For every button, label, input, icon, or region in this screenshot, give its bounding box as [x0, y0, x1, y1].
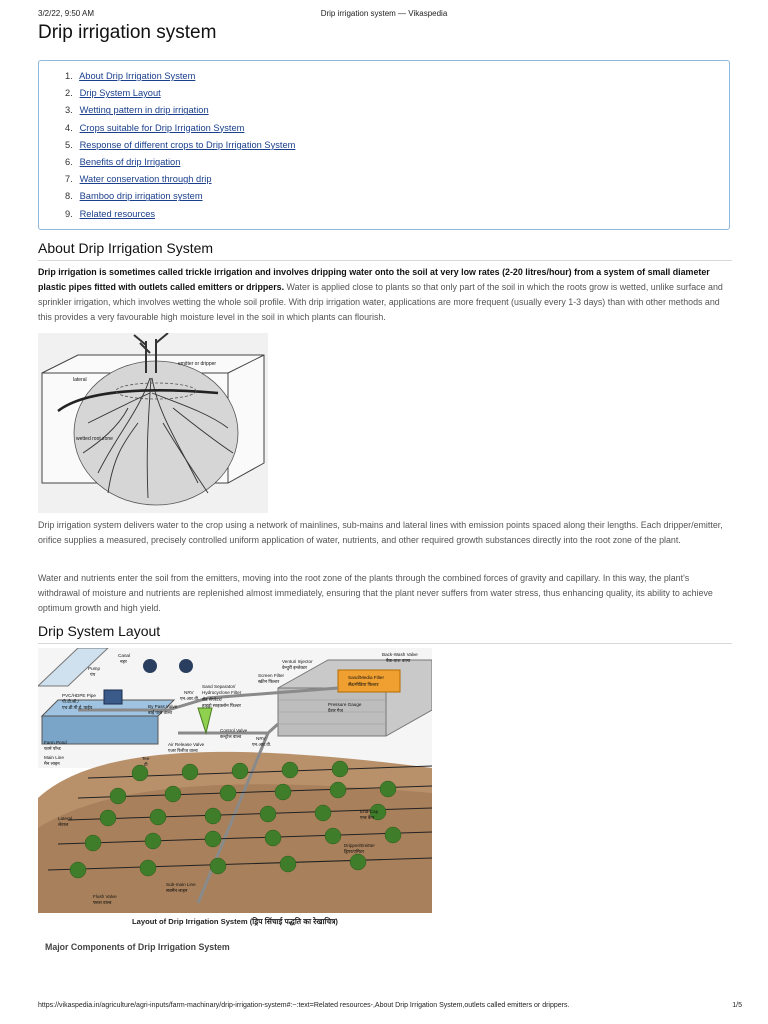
label-flush: Flush Valve — [93, 894, 117, 899]
label-wetted-zone: wetted root zone — [76, 436, 113, 442]
toc-link-response[interactable]: Response of different crops to Drip Irrigation System — [79, 139, 296, 150]
label-endcap-hi: एन्ड कैप — [360, 815, 375, 820]
print-timestamp: 3/2/22, 9:50 AM — [38, 9, 95, 18]
label-lateral-hi: लेटरल — [58, 822, 69, 827]
label-backwash-hi: बैक-वाश वाल्व — [386, 658, 411, 663]
section-heading-layout: Drip System Layout — [38, 623, 732, 644]
about-paragraph-3: Water and nutrients enter the soil from the emitters, moving into the root zone of the plants through the combined forces of gravity and capillary. In this way, the plant's withdrawal of moisture and nutrients are replenished almost immediately, ensuring that the plant never suffers from water stress, thus enhancing quality, its ability to achieve optimum growth and high yield. — [38, 573, 713, 613]
label-sandmedia-hi: सैंड/मीडिया फिल्टर — [348, 682, 379, 687]
label-pump: Pump — [88, 666, 101, 671]
toc-item — [39, 68, 729, 85]
page-number: 1/5 — [732, 1002, 742, 1009]
label-lateral: Lateral — [58, 816, 73, 821]
section-heading-about: About Drip Irrigation System — [38, 240, 732, 261]
toc-number: 9. — [65, 208, 73, 219]
toc-link-bamboo[interactable]: Bamboo drip irrigation system — [79, 191, 203, 202]
toc-item — [39, 102, 729, 119]
label-bypass-hi: बाई पास वाल्व — [148, 710, 172, 715]
toc-item — [39, 85, 729, 102]
label-emitter: emitter or dripper — [178, 361, 217, 367]
label-pipe: PVC/HDPE Pipe — [62, 693, 96, 698]
print-footer — [0, 1002, 768, 1016]
layout-figure-caption: Layout of Drip Irrigation System (ड्रिप सिंचाई पद्धति का रेखाचित्र) — [132, 917, 338, 926]
label-screen: Screen Filter — [258, 673, 285, 678]
label-nrv-hi: एन.आर.वी. — [180, 696, 200, 701]
label-airrelease-hi: एअर रिलीज वाल्व — [168, 748, 198, 753]
label-flush-hi: फ्लश वाल्व — [93, 900, 112, 905]
label-nrv2: NRV — [256, 736, 266, 741]
toc-item — [39, 206, 729, 223]
label-canal: Canal — [118, 653, 131, 658]
toc-item — [39, 154, 729, 171]
toc-link-related[interactable]: Related resources — [79, 208, 156, 219]
toc-item — [39, 137, 729, 154]
toc-number: 7. — [65, 174, 73, 185]
label-pipe-hi-2: एच.डी.पी.ई. पाईप — [62, 705, 93, 710]
label-venturi-hi: वेन्चुरी इन्जेक्टर — [282, 665, 308, 670]
about-intro-paragraph — [38, 265, 728, 325]
label-dripper: Dripper/Emitter — [344, 843, 375, 848]
table-of-contents — [38, 60, 730, 230]
toc-link-crops[interactable]: Crops suitable for Drip Irrigation System — [79, 122, 245, 133]
about-intro-rest: Water is applied close to plants so that only part of the soil in which the roots grow is wetted, unlike surface and sprinkler irrigation, which involves wetting the whole soil profile. With drip irrigation water, applications are more frequent (usually every 1-3 days) than with other methods and this provides a very favourable high moisture level in the soil in which plants can flourish. — [38, 282, 723, 322]
about-intro-bold: Drip irrigation is sometimes called trickle irrigation and involves dripping water onto the soil at very low rates (2-20 litres/hour) from a system of small diameter plastic pipes fitted with outlets called emitters or drippers. — [38, 267, 710, 292]
label-dripper-hi: ड्रिपर/एमिटर — [344, 849, 365, 854]
toc-link-about[interactable]: About Drip Irrigation System — [79, 71, 196, 81]
toc-number: 1. — [65, 71, 73, 81]
toc-item — [39, 188, 729, 205]
label-submain-hi: सबमैन लाइन — [166, 888, 188, 893]
label-sandmedia: Sand/Media Filter — [348, 675, 385, 680]
print-header — [0, 9, 768, 23]
page-title: Drip irrigation system — [38, 22, 217, 43]
label-pipe-hi-1: पी.वी.सी./ — [62, 699, 79, 704]
label-airrelease: Air Release Valve — [168, 742, 205, 747]
label-separator-hi: सैंड सैपरेटर/ — [202, 697, 222, 702]
label-gauge: Pressure Gauge — [328, 702, 362, 707]
label-endcap: End-Cap — [360, 809, 379, 814]
label-farmpond: Farm Pond — [44, 740, 67, 745]
toc-item — [39, 171, 729, 188]
toc-number: 6. — [65, 156, 73, 167]
toc-number: 4. — [65, 122, 73, 133]
toc-number: 2. — [65, 88, 73, 99]
label-backwash: Back-Wash Valve — [382, 652, 418, 657]
label-separator-hi-2: हाइड्रो साइक्लोन फिल्टर — [202, 703, 241, 708]
label-control-hi: कन्ट्रोल वाल्व — [220, 734, 242, 739]
label-pump-hi: पंप — [90, 672, 96, 677]
toc-number: 3. — [65, 105, 73, 116]
label-bypass: By Pass Valve — [148, 704, 178, 709]
components-subheading: Major Components of Drip Irrigation System — [45, 942, 230, 952]
label-submain: Sub-main Line — [166, 882, 196, 887]
print-doc-title: Drip irrigation system — Vikaspedia — [320, 9, 448, 18]
toc-link-conservation[interactable]: Water conservation through drip — [79, 174, 212, 185]
label-gauge-hi: प्रैशर गेज — [328, 708, 343, 713]
about-paragraph-2: Drip irrigation system delivers water to the crop using a network of mainlines, sub-mains and lateral lines with emission points spaced along their lengths. Each dripper/emitter, orifice supplies a measured, precisely controlled uniform application of water, nutrients, and other required growth substances directly into the root zone of the plant. — [38, 520, 723, 545]
label-farmpond-hi: फार्म पॉन्ड — [44, 746, 61, 751]
wetted-root-zone-figure — [38, 333, 268, 513]
toc-item — [39, 120, 729, 137]
label-control: Control Valve — [220, 728, 248, 733]
toc-number: 5. — [65, 139, 73, 150]
toc-number: 8. — [65, 191, 73, 202]
label-venturi: Venturi Injector — [282, 659, 313, 664]
label-nrv2-hi: एन.आर.वी. — [252, 742, 272, 747]
label-lateral: lateral — [73, 377, 87, 383]
toc-link-layout[interactable]: Drip System Layout — [79, 88, 161, 99]
label-mainline: Main Line — [44, 755, 64, 760]
label-tee: Tee — [142, 756, 150, 761]
label-mainline-hi: मैन लाइन — [44, 761, 60, 766]
label-separator: Sand Separator/ — [202, 684, 236, 689]
drip-system-layout-diagram — [38, 648, 432, 913]
label-separator-2: Hydrocyclone Filter — [202, 690, 242, 695]
label-tee-hi: टी — [144, 762, 148, 767]
label-canal-hi: नहर — [120, 659, 127, 664]
label-screen-hi: स्क्रीन फिल्टर — [258, 679, 280, 684]
toc-link-benefits[interactable]: Benefits of drip Irrigation — [79, 156, 181, 167]
print-url: https://vikaspedia.in/agriculture/agri-inputs/farm-machinary/drip-irrigation-system#:~:text=Related resources-,About Drip Irrigation System,outlets called emitters or drippers. — [38, 1002, 570, 1009]
label-nrv: NRV — [184, 690, 194, 695]
toc-link-wetting[interactable]: Wetting pattern in drip irrigation — [79, 105, 209, 116]
